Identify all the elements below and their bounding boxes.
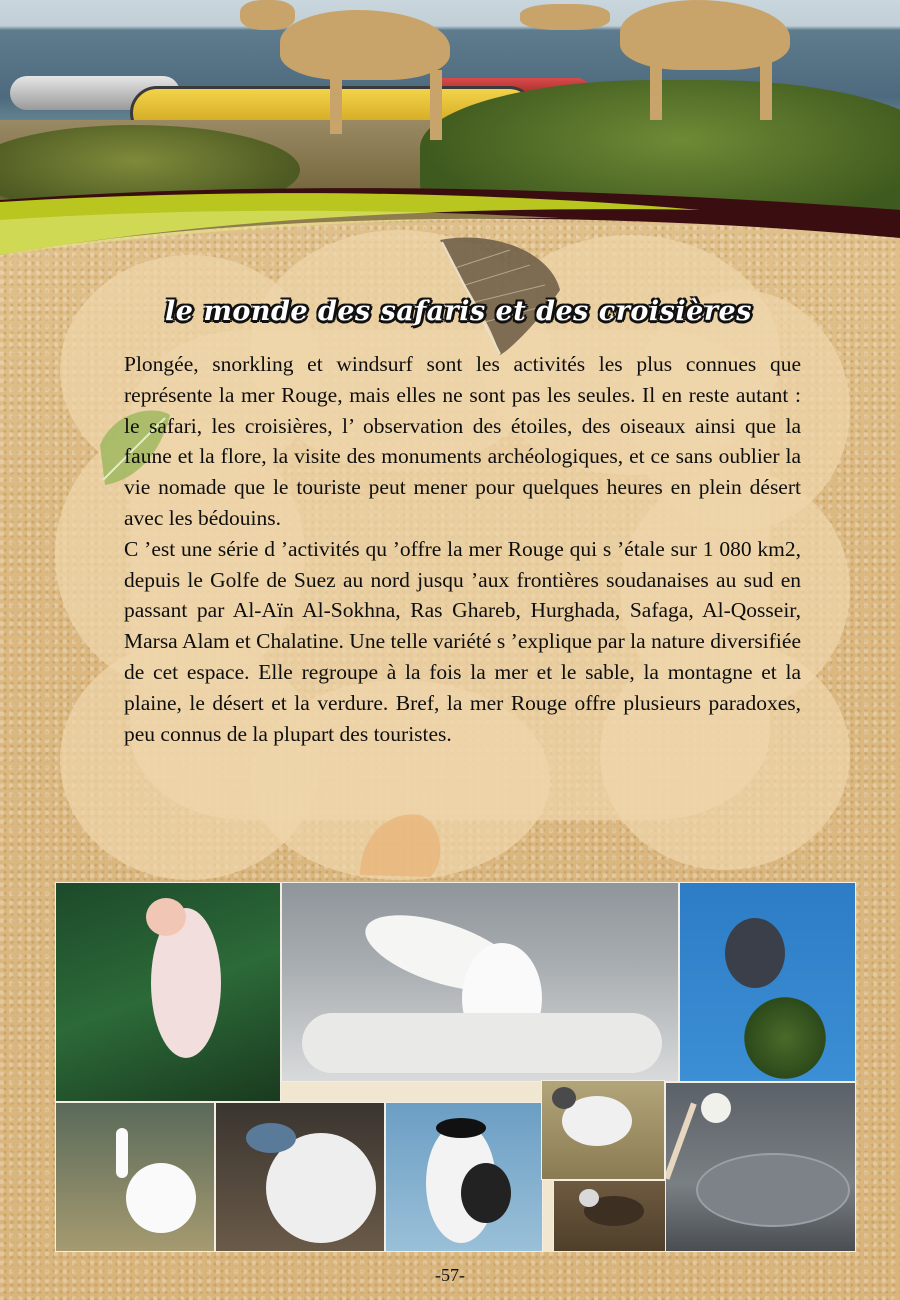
- camel-leg: [760, 60, 772, 120]
- feather-icon: [430, 230, 570, 360]
- camel-leg: [650, 60, 662, 120]
- great-egret-photo: [55, 1102, 215, 1252]
- terns-colony-photo: [281, 882, 679, 1082]
- camel-leg: [430, 70, 442, 140]
- article-body: [124, 349, 801, 749]
- camel-head: [240, 0, 295, 30]
- gull-photo: [541, 1080, 665, 1180]
- pelican-photo: [665, 1082, 856, 1252]
- paragraph: Plongée, snorkling et windsurf sont les activités les plus connues que représente la mer Rouge, mais elles ne sont pas les seules. Il en reste autant : le safari, les croisières, l’ observation des étoiles, des oiseaux ainsi que la faune et la flore, la visite des monuments archéologiques, et ce sans oublier la vie nomade que le touriste peut mener pour quelques heures en plein désert avec les bédouins.: [124, 352, 801, 530]
- heron-blue-sky-photo: [679, 882, 856, 1082]
- tern-photo: [385, 1102, 543, 1252]
- shell-icon: [350, 805, 450, 880]
- camel-head: [520, 4, 610, 30]
- paragraph: C ’est une série d ’activités qu ’offre la mer Rouge qui s ’étale sur 1 080 km2, depuis le Golfe de Suez au nord jusqu ’aux frontières soudanaises au sud en passant par Al-Aïn Al-Sokhna, Ras Ghareb, Hurghada, Safaga, Al-Qosseir, Marsa Alam et Chalatine. Une telle variété s ’explique par la nature diversifiée de cet espace. Elle regroupe à la fois la mer et le sable, la montagne et la plaine, le désert et la verdure. Bref, la mer Rouge offre plusieurs paradoxes, peu connus de la plupart des touristes.: [124, 536, 801, 746]
- article-title: le monde des safaris et des croisières: [165, 296, 752, 327]
- bird-photo-collage: [55, 882, 856, 1252]
- camel-leg: [330, 70, 342, 134]
- page-number: -57-: [435, 1265, 465, 1285]
- booby-photo: [215, 1102, 385, 1252]
- cattle-egret-photo: [55, 882, 281, 1102]
- brown-bird-nest-photo: [553, 1180, 677, 1252]
